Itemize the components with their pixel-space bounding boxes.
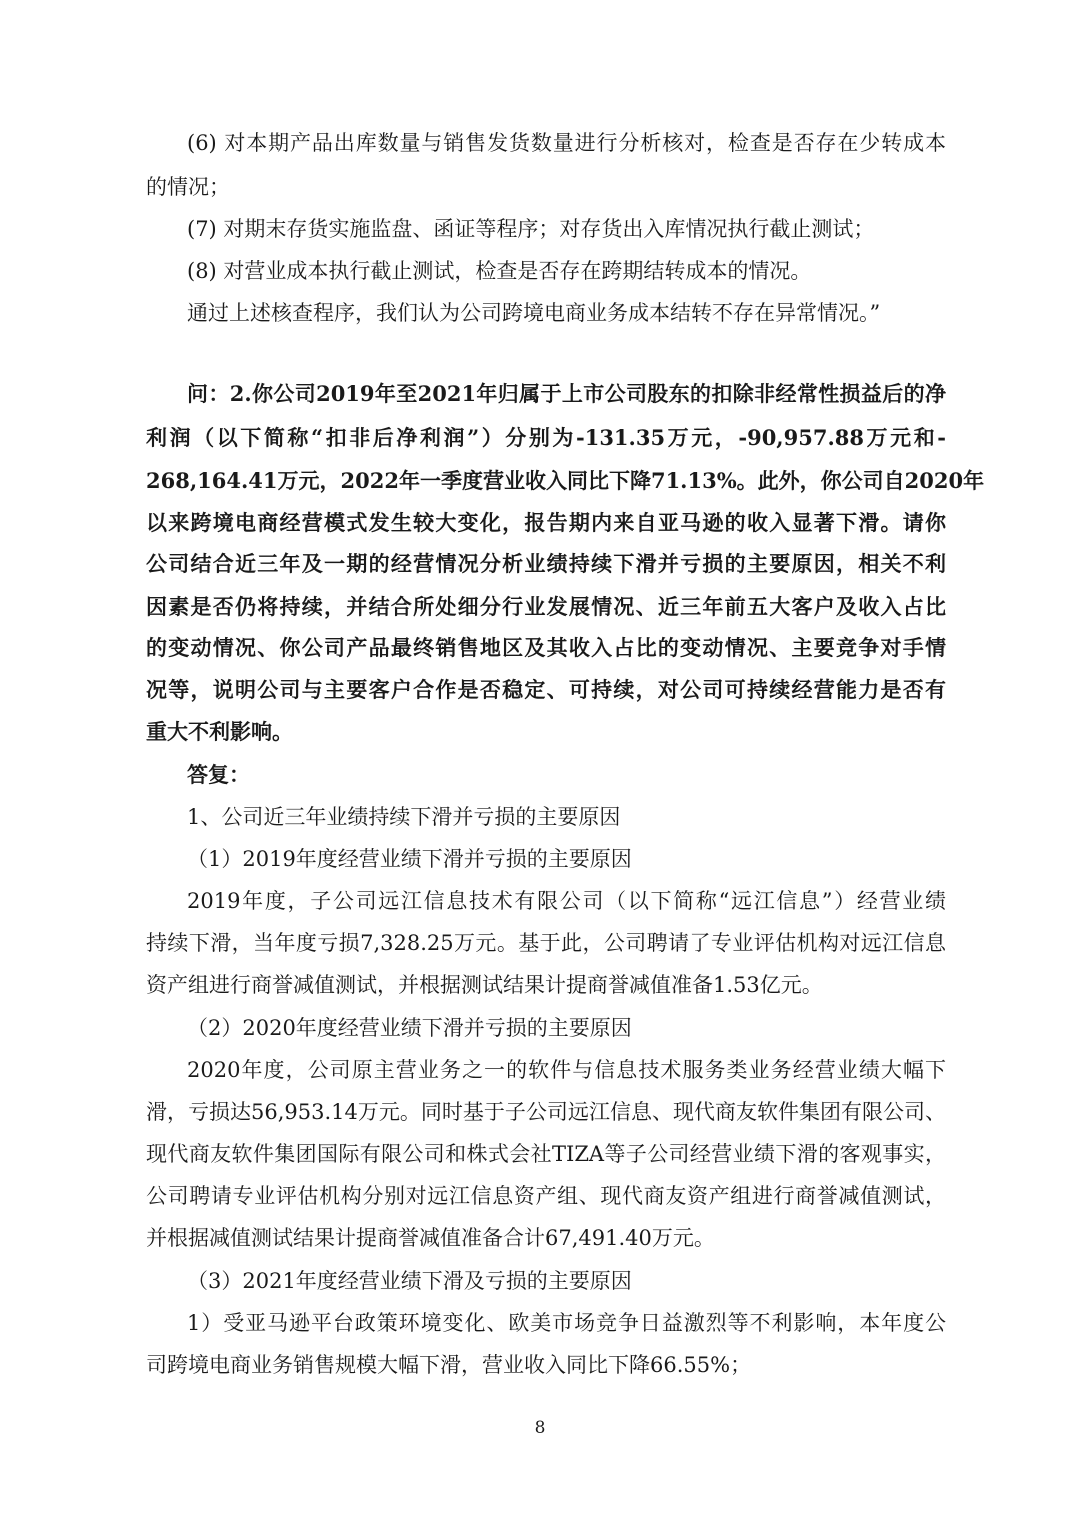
- paragraph-line: 持续下滑，当年度亏损7,328.25万元。基于此，公司聘请了专业评估机构对远江信息: [146, 931, 946, 955]
- subsection-heading: （1）2019年度经营业绩下滑并亏损的主要原因: [187, 847, 632, 871]
- question-line: 因素是否仍将持续，并结合所处细分行业发展情况、近三年前五大客户及收入占比: [146, 594, 946, 619]
- paragraph-line: (6) 对本期产品出库数量与销售发货数量进行分析核对，检查是否存在少转成本: [187, 131, 946, 155]
- paragraph-line: 的情况；: [146, 175, 230, 199]
- question-line: 以来跨境电商经营模式发生较大变化，报告期内来自亚马逊的收入显著下滑。请你: [146, 510, 946, 535]
- paragraph-line: 2020年度，公司原主营业务之一的软件与信息技术服务类业务经营业绩大幅下: [187, 1058, 946, 1082]
- paragraph-line: 司跨境电商业务销售规模大幅下滑，营业收入同比下降66.55%；: [146, 1353, 752, 1377]
- paragraph-line: 2019年度，子公司远江信息技术有限公司（以下简称“远江信息”）经营业绩: [187, 889, 946, 913]
- paragraph-line: 滑，亏损达56,953.14万元。同时基于子公司远江信息、现代商友软件集团有限公司、: [146, 1100, 946, 1124]
- subsection-heading: （2）2020年度经营业绩下滑并亏损的主要原因: [187, 1016, 632, 1040]
- paragraph-line: 资产组进行商誉减值测试，并根据测试结果计提商誉减值准备1.53亿元。: [146, 973, 823, 997]
- section-heading: 1、公司近三年业绩持续下滑并亏损的主要原因: [187, 805, 621, 829]
- page-number: 8: [534, 1418, 546, 1438]
- question-line: 重大不利影响。: [146, 719, 293, 744]
- question-line: 268,164.41万元，2022年一季度营业收入同比下降71.13%。此外，你公司自2020年: [146, 468, 985, 493]
- paragraph-line: 1）受亚马逊平台政策环境变化、欧美市场竞争日益激烈等不利影响，本年度公: [187, 1311, 946, 1335]
- paragraph-line: 公司聘请专业评估机构分别对远江信息资产组、现代商友资产组进行商誉减值测试，: [146, 1184, 946, 1208]
- question-line: 的变动情况、你公司产品最终销售地区及其收入占比的变动情况、主要竞争对手情: [146, 635, 946, 660]
- question-line: 公司结合近三年及一期的经营情况分析业绩持续下滑并亏损的主要原因，相关不利: [146, 551, 946, 576]
- question-line: 况等，说明公司与主要客户合作是否稳定、可持续，对公司可持续经营能力是否有: [146, 677, 946, 702]
- paragraph-line: 现代商友软件集团国际有限公司和株式会社TIZA等子公司经营业绩下滑的客观事实，: [146, 1142, 946, 1166]
- subsection-heading: （3）2021年度经营业绩下滑及亏损的主要原因: [187, 1269, 632, 1293]
- paragraph-line: (8) 对营业成本执行截止测试，检查是否存在跨期结转成本的情况。: [187, 259, 812, 283]
- answer-heading: 答复：: [187, 762, 250, 787]
- question-line: 利润（以下简称“扣非后净利润”）分别为-131.35万元，-90,957.88万元和-: [146, 425, 946, 450]
- question-line: 问：2.你公司2019年至2021年归属于上市公司股东的扣除非经常性损益后的净: [187, 381, 946, 406]
- paragraph-line: (7) 对期末存货实施监盘、函证等程序；对存货出入库情况执行截止测试；: [187, 217, 875, 241]
- paragraph-line: 并根据减值测试结果计提商誉减值准备合计67,491.40万元。: [146, 1226, 715, 1250]
- paragraph-line: 通过上述核查程序，我们认为公司跨境电商业务成本结转不存在异常情况。”: [187, 301, 881, 325]
